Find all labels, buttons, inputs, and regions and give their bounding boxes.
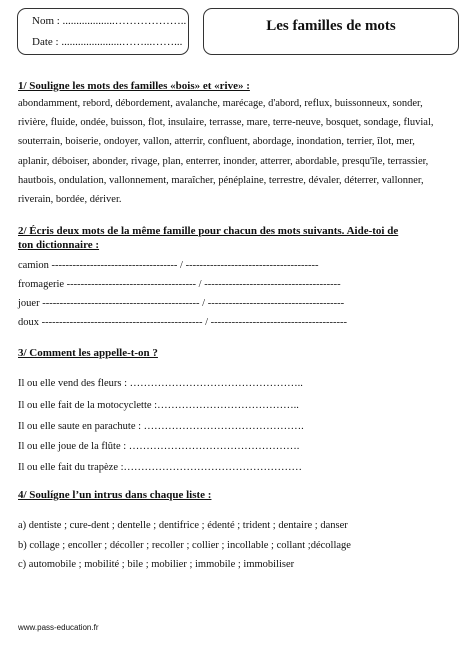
q2-answer-line[interactable]: camion ------------------------------------ / -------------------------------------- <box>18 260 319 271</box>
title-box <box>203 8 459 55</box>
q1-word-line: riverain, bordée, dériver. <box>18 194 122 205</box>
date-field[interactable]: Date : ......................……...……... <box>32 36 183 48</box>
question-2-heading-cont: ton dictionnaire : <box>18 239 100 251</box>
question-4-heading: 4/ Soulígne l’un intrus dans chaque liste : <box>18 489 212 501</box>
q3-answer-line[interactable]: Il ou elle fait du trapèze :…………………………………………… <box>18 462 303 473</box>
q4-list-line: c) automobile ; mobilité ; bile ; mobilier ; immobile ; immobiliser <box>18 559 295 570</box>
name-date-box <box>17 8 189 55</box>
q2-answer-line[interactable]: doux ---------------------------------------------- / --------------------------------------- <box>18 317 348 328</box>
question-1-heading: 1/ Souligne les mots des familles «bois» et «rive» : <box>18 80 250 92</box>
q4-list-line: b) collage ; encoller ; décoller ; recoller ; collier ; incollable ; collant ;décollage <box>18 540 351 551</box>
question-3-heading: 3/ Comment les appelle-t-on ? <box>18 347 158 359</box>
q2-answer-line[interactable]: fromagerie ------------------------------------- / --------------------------------------- <box>18 279 341 290</box>
q1-word-line: abondamment, rebord, débordement, avalanche, marécage, d'abord, reflux, buissonneux, sonder, <box>18 98 423 109</box>
page-title: Les familles de mots <box>266 18 396 34</box>
q3-answer-line[interactable]: Il ou elle joue de la flûte : …………………………………………. <box>18 441 300 452</box>
q1-word-line: aplanir, déboiser, abonder, rivage, plan, enterrer, inonder, atterrer, abordable, presqu'île, terrassier, <box>18 156 429 167</box>
q3-answer-line[interactable]: Il ou elle fait de la motocyclette :………………………………….. <box>18 400 299 411</box>
footer-url: www.pass-education.fr <box>18 623 99 632</box>
name-field[interactable]: Nom : ...................……………….. <box>32 15 187 27</box>
question-2-heading: 2/ Écris deux mots de la même famille pour chacun des mots suivants. Aide-toi de <box>18 225 399 237</box>
q2-answer-line[interactable]: jouer --------------------------------------------- / --------------------------------------- <box>18 298 345 309</box>
q1-word-line: souterrain, boiserie, ondoyer, vallon, atterrir, confluent, abordage, inondation, terrier, îlot, mer, <box>18 136 415 147</box>
q3-answer-line[interactable]: Il ou elle vend des fleurs : ………………………………………….. <box>18 378 303 389</box>
q1-word-line: hautbois, ondulation, vallonnement, maraîcher, pénéplaine, terrestre, dévaler, déterrer, vallonner, <box>18 175 424 186</box>
q1-word-line: rivière, fluide, ondée, buisson, flot, insulaire, terrasse, mare, terre-neuve, bosquet, sondage, fluvial, <box>18 117 434 128</box>
q4-list-line: a) dentiste ; cure-dent ; dentelle ; dentifrice ; édenté ; trident ; dentaire ; danser <box>18 520 348 531</box>
q3-answer-line[interactable]: Il ou elle saute en parachute : ………………………………………. <box>18 421 304 432</box>
